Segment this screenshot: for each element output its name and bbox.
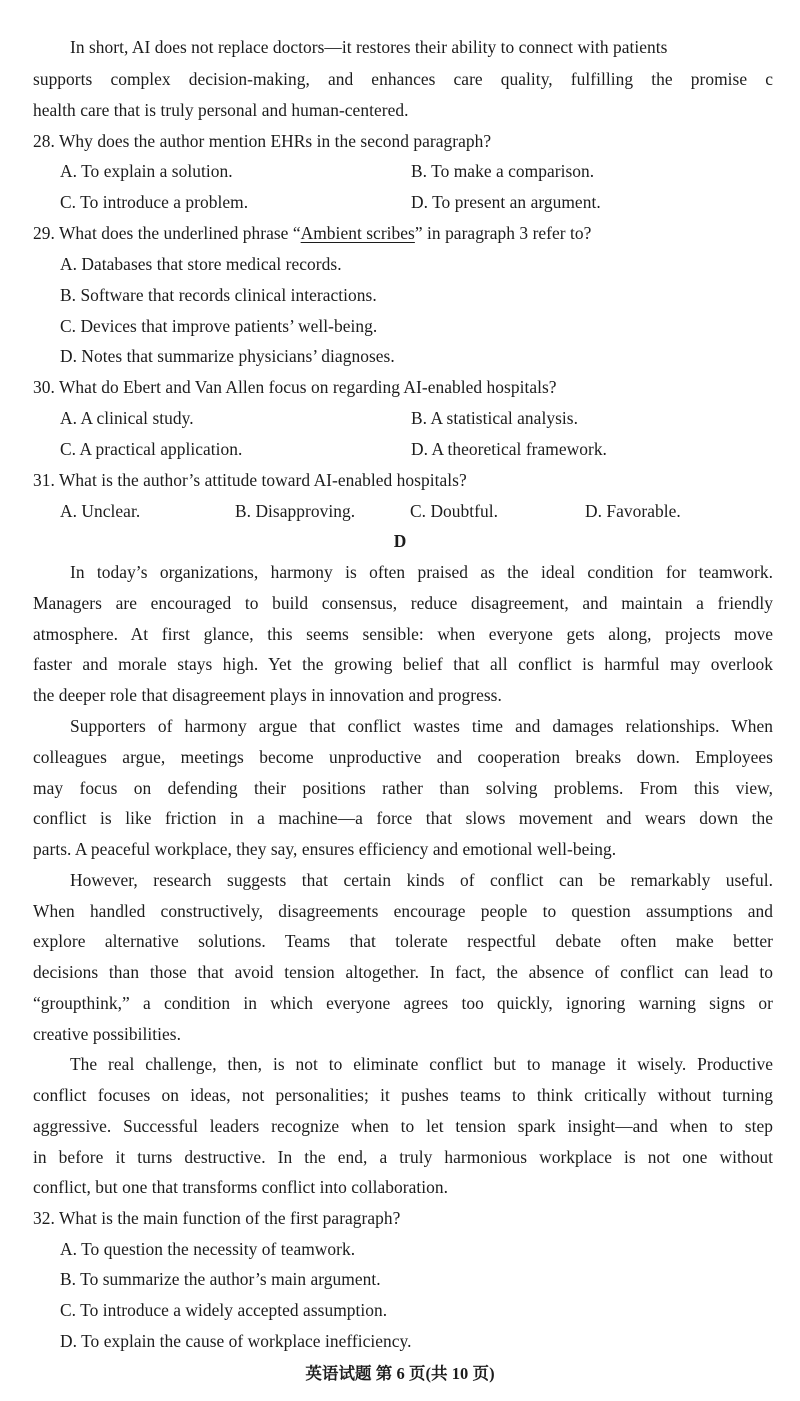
passage-line: “groupthink,” a condition in which everyone agrees too quickly, ignoring warning signs or — [33, 993, 773, 1013]
passage-line: Managers are encouraged to build consensus, reduce disagreement, and maintain a friendly — [33, 593, 773, 613]
passage-line: the deeper role that disagreement plays in innovation and progress. — [33, 685, 502, 705]
question-32-option-b[interactable]: B. To summarize the author’s main argument. — [60, 1269, 381, 1289]
question-28-option-d[interactable]: D. To present an argument. — [411, 192, 601, 212]
question-31-stem: 31. What is the author’s attitude toward AI-enabled hospitals? — [33, 470, 467, 490]
question-28-option-a[interactable]: A. To explain a solution. — [60, 161, 233, 181]
passage-line: health care that is truly personal and human-centered. — [33, 100, 409, 120]
passage-line: conflict focuses on ideas, not personalities; it pushes teams to think critically without turning — [33, 1085, 773, 1105]
question-30-option-b[interactable]: B. A statistical analysis. — [411, 408, 578, 428]
passage-line: parts. A peaceful workplace, they say, ensures efficiency and emotional well-being. — [33, 839, 617, 859]
passage-line: aggressive. Successful leaders recognize when to let tension spark insight—and when to step — [33, 1116, 773, 1136]
question-31-option-b[interactable]: B. Disapproving. — [235, 501, 356, 521]
question-30-stem: 30. What do Ebert and Van Allen focus on regarding AI-enabled hospitals? — [33, 377, 557, 397]
question-31-option-c[interactable]: C. Doubtful. — [410, 501, 499, 521]
passage-line: explore alternative solutions. Teams that tolerate respectful debate often make better — [33, 931, 773, 951]
passage-line: The real challenge, then, is not to eliminate conflict but to manage it wisely. Productive — [70, 1054, 773, 1074]
question-29-stem — [33, 221, 773, 245]
question-29-stem-end: ” in paragraph 3 refer to? — [414, 223, 592, 243]
question-32-stem: 32. What is the main function of the first paragraph? — [33, 1208, 401, 1228]
passage-line: conflict, but one that transforms conflict into collaboration. — [33, 1177, 449, 1197]
question-28-option-c[interactable]: C. To introduce a problem. — [60, 192, 249, 212]
underlined-phrase: Ambient scribes — [300, 223, 415, 243]
passage-line: may focus on defending their positions rather than solving problems. From this view, — [33, 778, 773, 798]
question-29-option-a[interactable]: A. Databases that store medical records. — [60, 254, 342, 274]
section-heading: D — [393, 531, 407, 551]
passage-line: When handled constructively, disagreements encourage people to question assumptions and — [33, 901, 773, 921]
passage-line: In short, AI does not replace doctors—it restores their ability to connect with patients — [70, 37, 668, 57]
passage-line: conflict is like friction in a machine—a force that slows movement and wears down the — [33, 808, 773, 828]
passage-line: decisions than those that avoid tension altogether. In fact, the absence of conflict can lead to — [33, 962, 773, 982]
question-30-option-d[interactable]: D. A theoretical framework. — [411, 439, 607, 459]
question-29-stem-start: 29. What does the underlined phrase “ — [33, 223, 301, 243]
passage-line: colleagues argue, meetings become unproductive and cooperation breaks down. Employees — [33, 747, 773, 767]
question-29-option-d[interactable]: D. Notes that summarize physicians’ diagnoses. — [60, 346, 395, 366]
question-31-options — [60, 499, 773, 523]
question-31-option-d[interactable]: D. Favorable. — [585, 501, 681, 521]
passage-line: Supporters of harmony argue that conflict wastes time and damages relationships. When — [70, 716, 773, 736]
question-28-option-b[interactable]: B. To make a comparison. — [411, 161, 595, 181]
passage-line: However, research suggests that certain kinds of conflict can be remarkably useful. — [70, 870, 773, 890]
question-32-option-d[interactable]: D. To explain the cause of workplace inefficiency. — [60, 1331, 412, 1351]
passage-line: supports complex decision-making, and enhances care quality, fulfilling the promise c — [33, 69, 773, 89]
passage-line: faster and morale stays high. Yet the growing belief that all conflict is harmful may overlook — [33, 654, 773, 674]
page-footer: 英语试题 第 6 页(共 10 页) — [305, 1364, 495, 1383]
passage-line: in before it turns destructive. In the end, a truly harmonious workplace is not one without — [33, 1147, 773, 1167]
question-31-option-a[interactable]: A. Unclear. — [60, 501, 141, 521]
question-32-option-c[interactable]: C. To introduce a widely accepted assumption. — [60, 1300, 388, 1320]
passage-line: atmosphere. At first glance, this seems sensible: when everyone gets along, projects move — [33, 624, 773, 644]
question-30-option-a[interactable]: A. A clinical study. — [60, 408, 194, 428]
passage-line: creative possibilities. — [33, 1024, 181, 1044]
question-32-option-a[interactable]: A. To question the necessity of teamwork. — [60, 1239, 356, 1259]
question-30-option-c[interactable]: C. A practical application. — [60, 439, 243, 459]
passage-line: In today’s organizations, harmony is often praised as the ideal condition for teamwork. — [70, 562, 773, 582]
question-28-stem: 28. Why does the author mention EHRs in the second paragraph? — [33, 131, 492, 151]
question-29-option-c[interactable]: C. Devices that improve patients’ well-being. — [60, 316, 378, 336]
question-29-option-b[interactable]: B. Software that records clinical interactions. — [60, 285, 377, 305]
